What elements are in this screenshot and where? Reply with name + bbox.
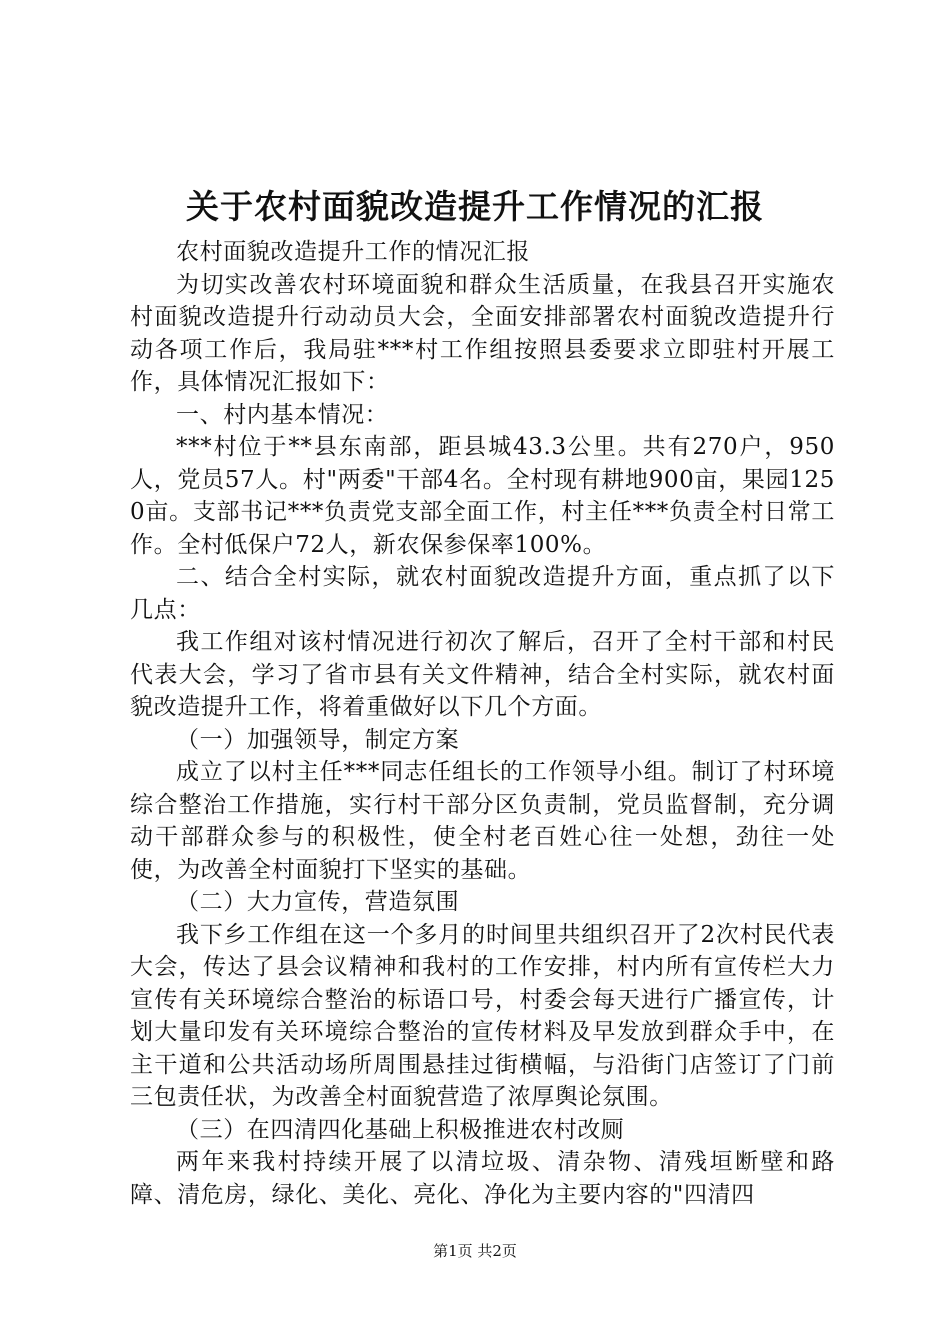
- village-info-paragraph: ***村位于**县东南部，距县城43.3公里。共有270户，950人，党员57人。村"两委"干部4名。全村现有耕地900亩，果园1250亩。支部书记***负责党支部全面工作，村主任***负责全村日常工作。全村低保户72人，新农保参保率100%。: [130, 434, 835, 558]
- work-group-paragraph: 我工作组对该村情况进行初次了解后，召开了全村干部和村民代表大会，学习了省市县有关文件精神，结合全村实际，就农村面貌改造提升工作，将着重做好以下几个方面。: [130, 629, 835, 720]
- document-body: [130, 236, 835, 1211]
- publicity-paragraph: 我下乡工作组在这一个多月的时间里共组织召开了2次村民代表大会，传达了县会议精神和我村的工作安排，村内所有宣传栏大力宣传有关环境综合整治的标语口号，村委会每天进行广播宣传，计划大量印发有关环境综合整治的宣传材料及早发放到群众手中，在主干道和公共活动场所周围悬挂过街横幅，与沿街门店签订了门前三包责任状，为改善全村面貌营造了浓厚舆论氛围。: [130, 921, 835, 1110]
- toilet-reform-paragraph: 两年来我村持续开展了以清垃圾、清杂物、清残垣断壁和路障、清危房，绿化、美化、亮化、净化为主要内容的"四清四: [130, 1149, 835, 1208]
- subtitle-paragraph: 农村面貌改造提升工作的情况汇报: [176, 239, 530, 265]
- subsection-heading-3: （三）在四清四化基础上积极推进农村改厕: [176, 1116, 625, 1143]
- subsection-heading-2: （二）大力宣传，营造氛围: [176, 889, 460, 915]
- section-heading-1: 一、村内基本情况：: [176, 401, 389, 428]
- section-heading-2: 二、结合全村实际，就农村面貌改造提升方面，重点抓了以下几点：: [130, 564, 835, 623]
- page-number-footer: 第1页 共2页: [433, 1242, 517, 1260]
- leadership-paragraph: 成立了以村主任***同志任组长的工作领导小组。制订了村环境综合整治工作措施，实行村干部分区负责制，党员监督制，充分调动干部群众参与的积极性，使全村老百姓心往一处想，劲往一处使，为改善全村面貌打下坚实的基础。: [130, 759, 835, 883]
- subsection-heading-1: （一）加强领导，制定方案: [176, 726, 460, 753]
- intro-paragraph: 为切实改善农村环境面貌和群众生活质量，在我县召开实施农村面貌改造提升行动动员大会，全面安排部署农村面貌改造提升行动各项工作后，我局驻***村工作组按照县委要求立即驻村开展工作，具体情况汇报如下：: [130, 271, 835, 395]
- document-title: 关于农村面貌改造提升工作情况的汇报: [186, 187, 764, 226]
